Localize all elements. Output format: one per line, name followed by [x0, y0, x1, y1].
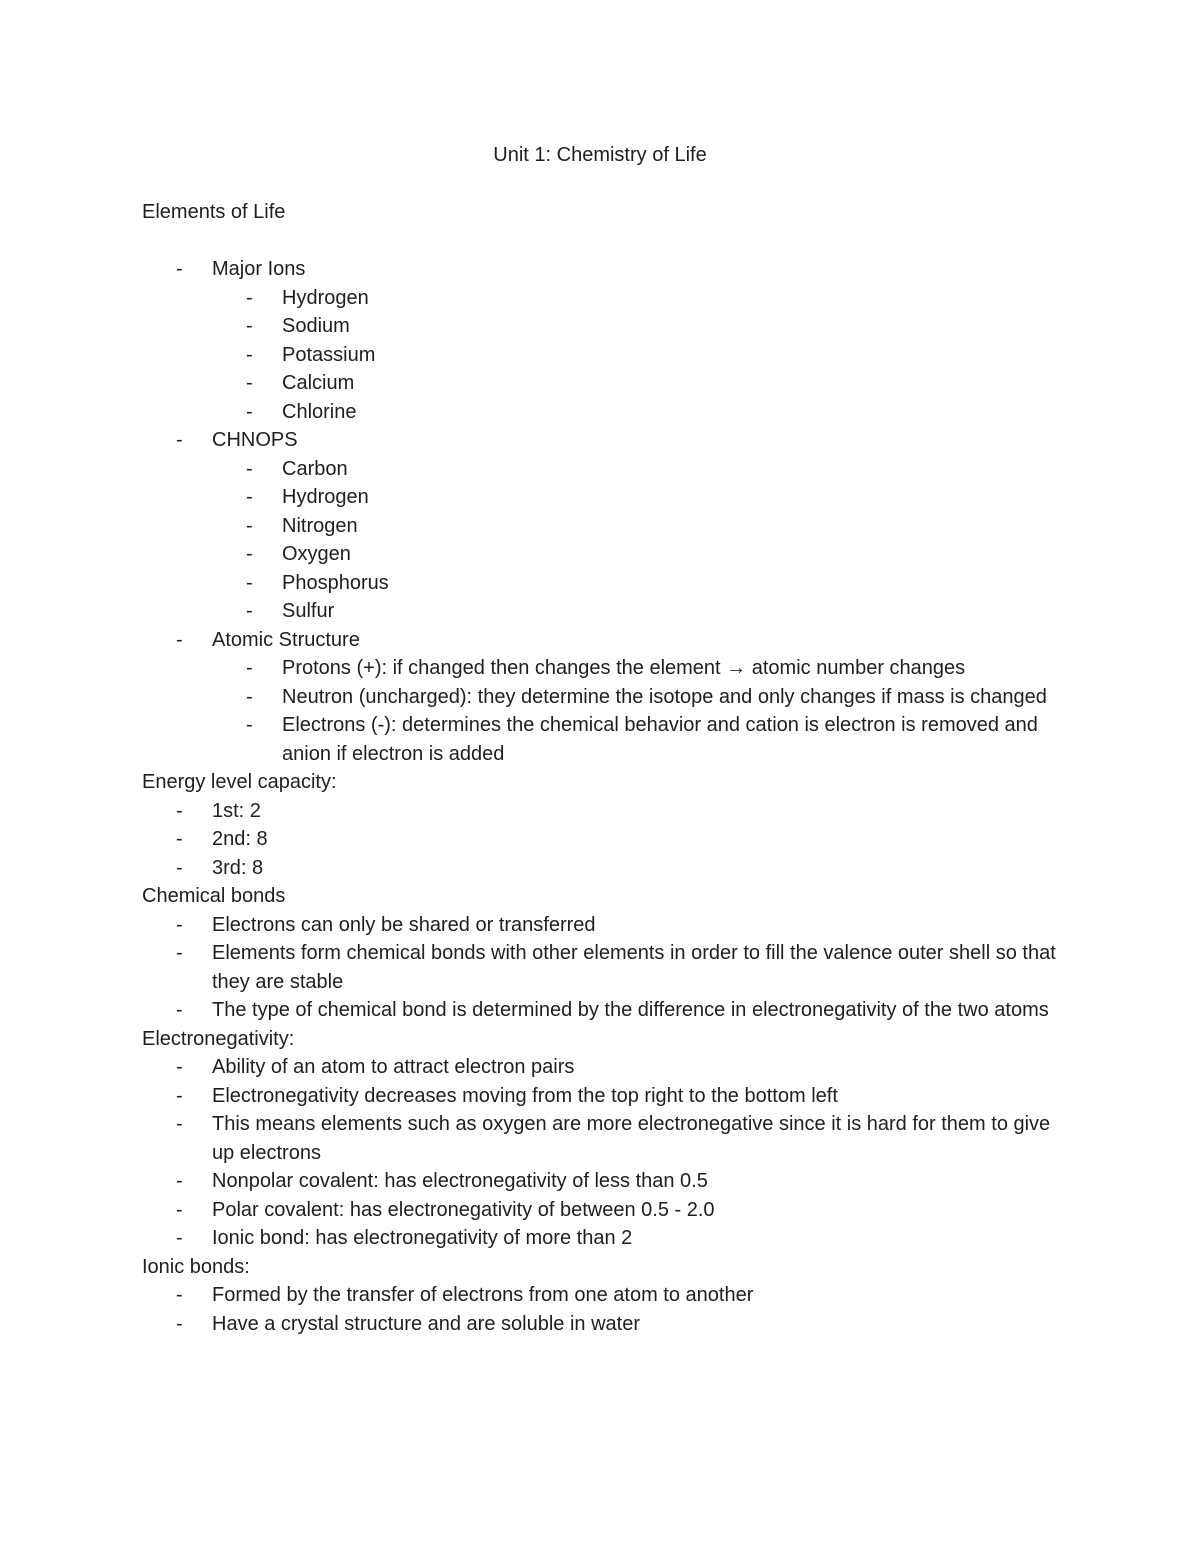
bullet-dash: -: [246, 714, 253, 736]
list-item: [142, 996, 1062, 1025]
energy-level-list: [142, 797, 1062, 883]
list-item: [142, 1082, 1062, 1111]
list-item-major-ions: [142, 255, 1062, 426]
list-item-text: Electrons (-): determines the chemical behavior and cation is electron is removed and anion if electron is added: [282, 714, 1038, 765]
spacer: [142, 227, 1062, 256]
list-item-text: Potassium: [282, 343, 376, 366]
list-item-text: Sodium: [282, 315, 350, 337]
list-item-text: The type of chemical bond is determined by the difference in electronegativity of the two atoms: [212, 999, 1049, 1021]
list-item-text: Formed by the transfer of electrons from one atom to another: [212, 1284, 754, 1306]
section-heading-electronegativity: Electronegativity:: [142, 1027, 295, 1050]
bullet-dash: -: [246, 600, 253, 622]
bullet-dash: -: [176, 1056, 183, 1078]
list-item-text: 3rd: 8: [212, 856, 264, 879]
bullet-dash: -: [176, 1284, 183, 1306]
list-item: [212, 711, 1062, 768]
bullet-dash: -: [176, 828, 183, 850]
bullet-dash: -: [176, 1170, 183, 1192]
bullet-dash: -: [246, 400, 253, 423]
list-item-text: Hydrogen: [282, 486, 369, 508]
section-heading-ionic-bonds: Ionic bonds:: [142, 1255, 250, 1278]
list-item-text: Have a crystal structure and are soluble in water: [212, 1312, 640, 1335]
page-title: Unit 1: Chemistry of Life: [493, 144, 707, 166]
list-item-chnops: [142, 426, 1062, 626]
list-item-text: Polar covalent: has electronegativity of between 0.5 - 2.0: [212, 1198, 715, 1221]
bullet-dash: -: [176, 913, 183, 936]
list-item-text: Neutron (uncharged): they determine the isotope and only changes if mass is changed: [282, 685, 1047, 708]
list-item: [142, 1196, 1062, 1225]
ionic-bonds-list: [142, 1281, 1062, 1338]
list-item-text: Chlorine: [282, 400, 357, 423]
list-item-text: This means elements such as oxygen are more electronegative since it is hard for them to give up electrons: [212, 1113, 1051, 1164]
list-item-text: Ionic bond: has electronegativity of more than 2: [212, 1227, 633, 1249]
bullet-dash: -: [176, 628, 183, 651]
section-heading-energy-level: Energy level capacity:: [142, 771, 337, 793]
list-item: [212, 341, 1062, 370]
electronegativity-list: [142, 1053, 1062, 1253]
list-item-text: Electronegativity decreases moving from the top right to the bottom left: [212, 1084, 838, 1107]
list-item-atomic-structure: [142, 626, 1062, 769]
list-item: [212, 569, 1062, 598]
list-item-text: 1st: 2: [212, 799, 261, 822]
bullet-dash: -: [246, 571, 253, 594]
bullet-dash: -: [176, 856, 183, 879]
list-item-label: CHNOPS: [212, 429, 298, 451]
bullet-dash: -: [176, 1227, 183, 1249]
list-item: [142, 854, 1062, 883]
bullet-dash: -: [246, 685, 253, 708]
bullet-dash: -: [246, 457, 253, 480]
bullet-dash: -: [246, 372, 253, 394]
list-item-text: Calcium: [282, 372, 355, 394]
section-heading-elements-of-life: Elements of Life: [142, 201, 286, 223]
bullet-dash: -: [246, 514, 253, 537]
list-item: [212, 483, 1062, 512]
list-item-text: Protons (+): if changed then changes the element → atomic number changes: [282, 657, 966, 679]
list-item-text: Electrons can only be shared or transferred: [212, 913, 596, 936]
list-item-text: Nonpolar covalent: has electronegativity of less than 0.5: [212, 1170, 708, 1192]
bullet-dash: -: [246, 315, 253, 337]
list-item: [212, 455, 1062, 484]
list-item-text: Elements form chemical bonds with other elements in order to fill the valence outer shell so that they are stable: [212, 942, 1056, 993]
bullet-dash: -: [246, 657, 253, 679]
list-item: [212, 284, 1062, 313]
bullet-dash: -: [246, 486, 253, 508]
chnops-sublist: [212, 455, 1062, 626]
bullet-dash: -: [246, 543, 253, 565]
list-item-text: 2nd: 8: [212, 828, 268, 850]
list-item: [212, 398, 1062, 427]
bullet-dash: -: [176, 1084, 183, 1107]
list-item: [142, 1281, 1062, 1310]
bullet-dash: -: [176, 1113, 183, 1135]
list-item: [142, 797, 1062, 826]
list-item-text: Oxygen: [282, 543, 351, 565]
section-heading-chemical-bonds: Chemical bonds: [142, 885, 286, 907]
list-item: [212, 312, 1062, 341]
list-item: [142, 1053, 1062, 1082]
list-item: [142, 1110, 1062, 1167]
list-item-text: Carbon: [282, 457, 348, 480]
list-item: [142, 1167, 1062, 1196]
bullet-dash: -: [176, 1198, 183, 1221]
chemical-bonds-list: [142, 911, 1062, 1025]
list-item: [142, 1310, 1062, 1339]
list-item-text: Phosphorus: [282, 571, 389, 594]
bullet-dash: -: [176, 258, 183, 280]
list-item: [212, 369, 1062, 398]
list-item: [212, 540, 1062, 569]
elements-of-life-list: [142, 255, 1062, 768]
list-item-text: Nitrogen: [282, 514, 358, 537]
list-item-label: Atomic Structure: [212, 628, 360, 651]
list-item: [212, 597, 1062, 626]
atomic-structure-sublist: [212, 654, 1062, 768]
list-item: [212, 512, 1062, 541]
bullet-dash: -: [176, 1312, 183, 1335]
list-item-label: Major Ions: [212, 258, 306, 280]
bullet-dash: -: [176, 429, 183, 451]
bullet-dash: -: [176, 942, 183, 964]
document-body: [142, 198, 1062, 1338]
list-item: [212, 683, 1062, 712]
list-item: [142, 911, 1062, 940]
bullet-dash: -: [176, 999, 183, 1021]
list-item-text: Hydrogen: [282, 286, 369, 309]
bullet-dash: -: [176, 799, 183, 822]
list-item-text: Sulfur: [282, 600, 335, 622]
bullet-dash: -: [246, 343, 253, 366]
list-item: [142, 939, 1062, 996]
list-item: [142, 825, 1062, 854]
major-ions-sublist: [212, 284, 1062, 427]
bullet-dash: -: [246, 286, 253, 309]
list-item: [212, 654, 1062, 683]
list-item: [142, 1224, 1062, 1253]
list-item-text: Ability of an atom to attract electron pairs: [212, 1056, 575, 1078]
